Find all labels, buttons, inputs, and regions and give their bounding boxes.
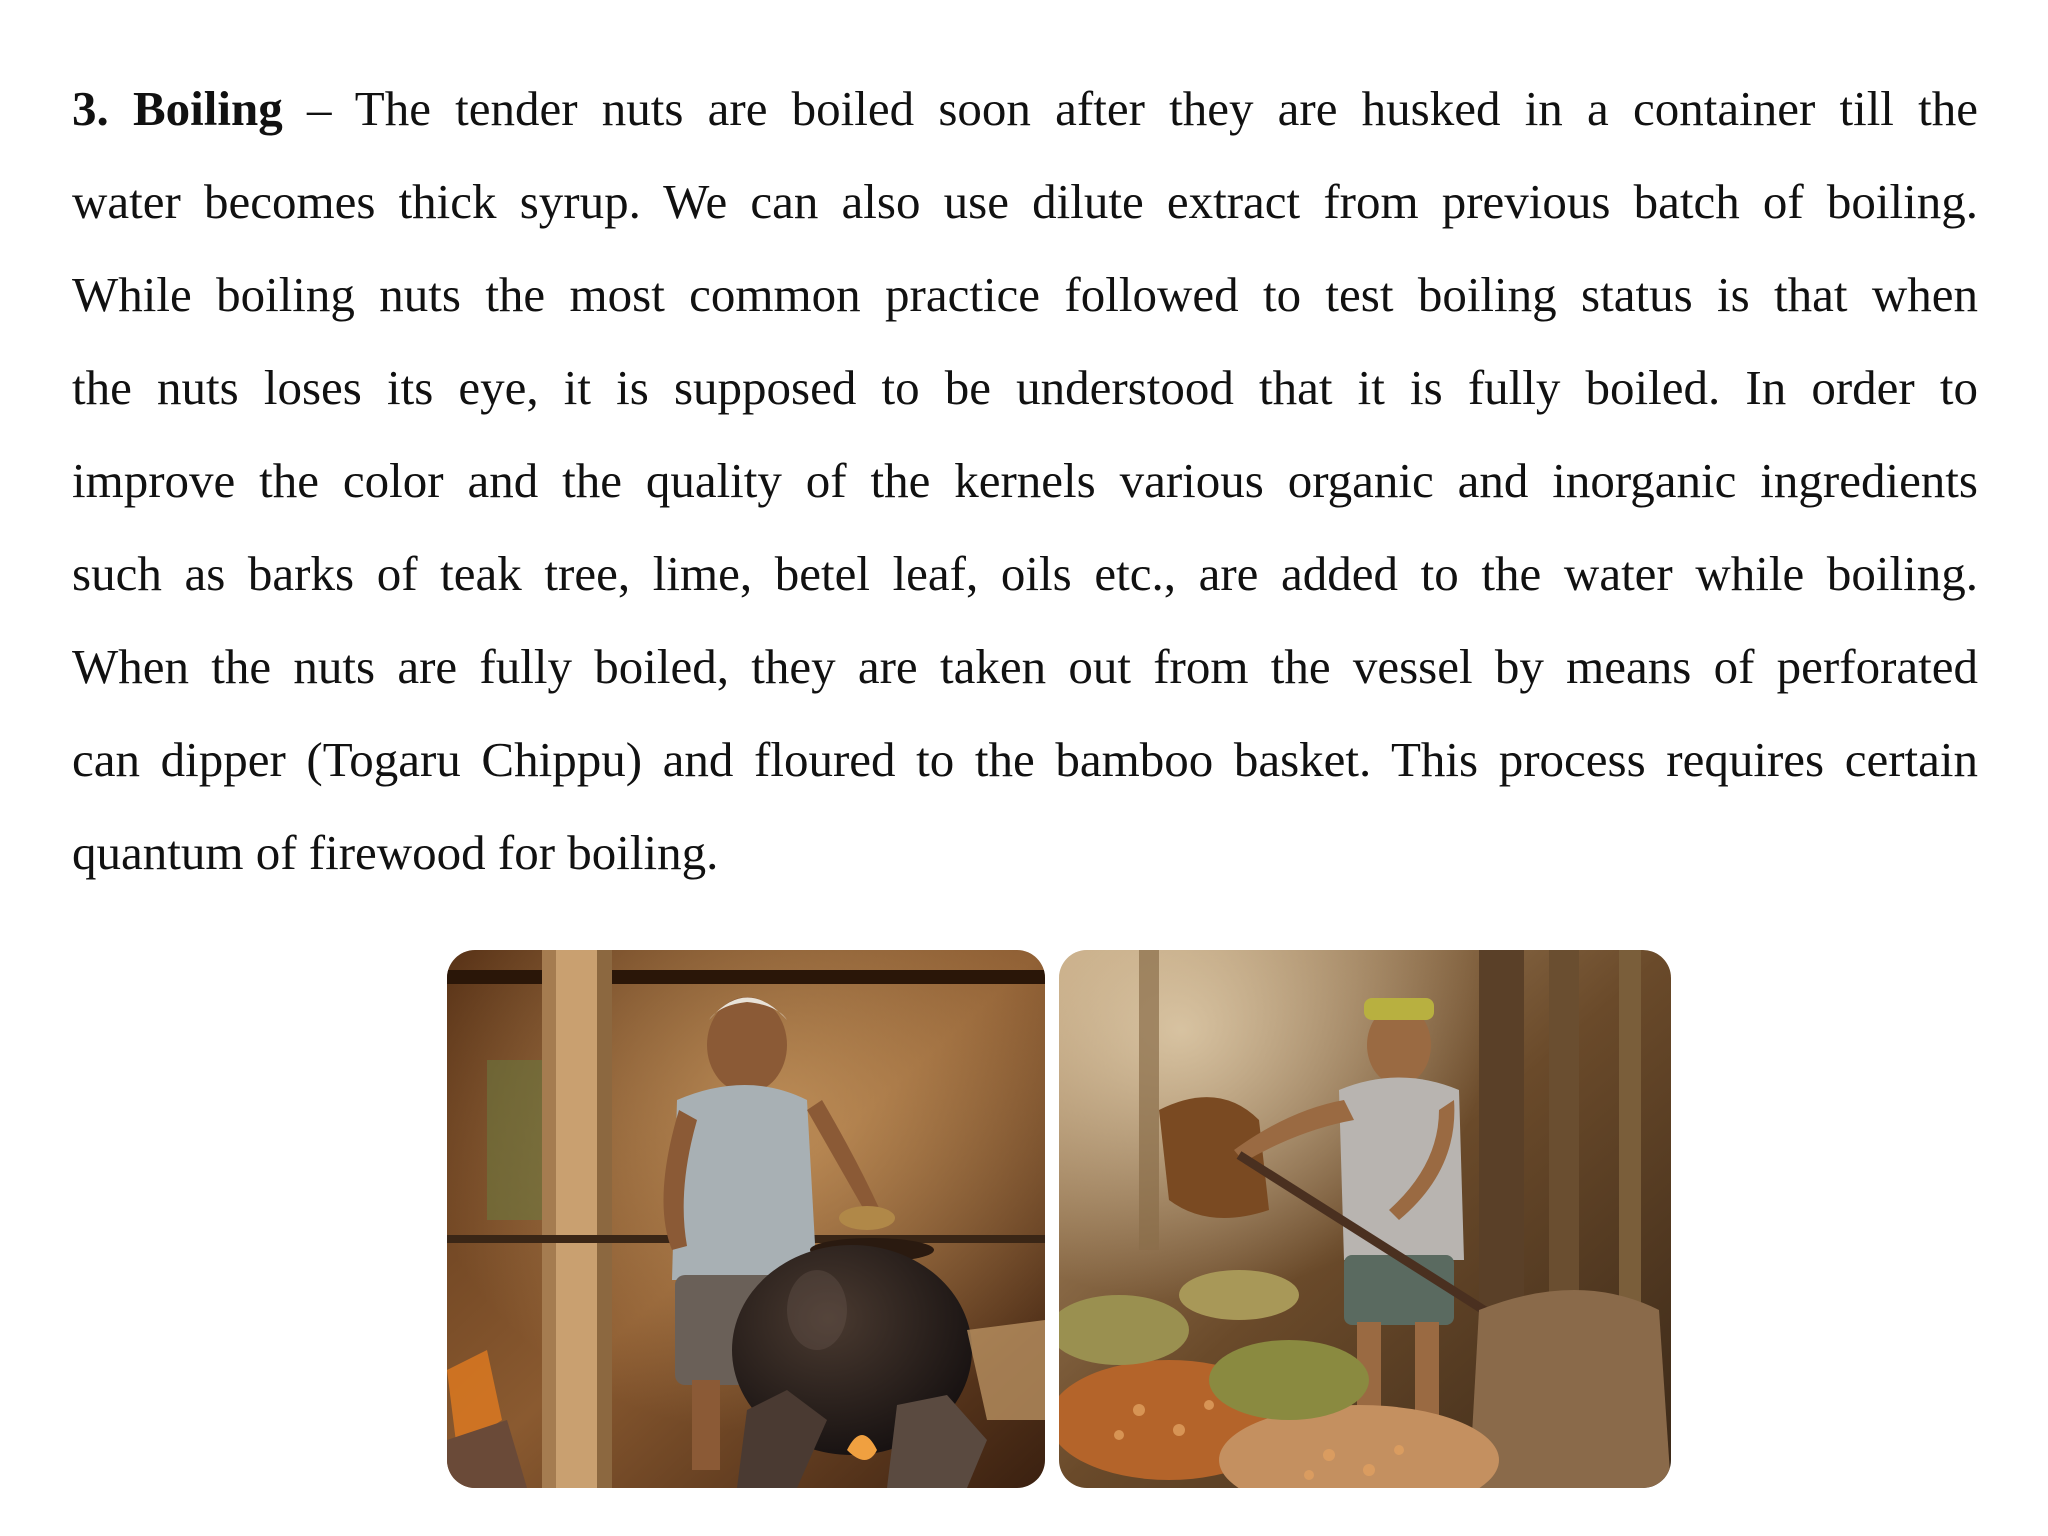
photo-man-stirring-nuts-icon <box>1059 950 1671 1488</box>
paragraph-line-8: can dipper (Togaru Chippu) and floured to the bamboo basket. This process requires certain <box>72 732 1978 787</box>
paragraph-line-3: While boiling nuts the most common practice followed to test boiling status is that when <box>72 267 1978 322</box>
photo-man-boiling-vessel-icon <box>447 950 1045 1488</box>
boiling-paragraph <box>72 62 1978 899</box>
line-1-text: – The tender nuts are boiled soon after they are husked in a container till the <box>282 81 1978 136</box>
paragraph-line-9: quantum of firewood for boiling. <box>72 825 719 880</box>
section-heading: 3. Boiling <box>72 81 283 136</box>
paragraph-line-7: When the nuts are fully boiled, they are taken out from the vessel by means of perforated <box>72 639 1978 694</box>
paragraph-line-5: improve the color and the quality of the kernels various organic and inorganic ingredients <box>72 453 1978 508</box>
paragraph-line-1 <box>72 62 1978 155</box>
paragraph-line-4: the nuts loses its eye, it is supposed to be understood that it is fully boiled. In order to <box>72 360 1978 415</box>
paragraph-line-2: water becomes thick syrup. We can also use dilute extract from previous batch of boiling. <box>72 174 1978 229</box>
paragraph-line-6: such as barks of teak tree, lime, betel leaf, oils etc., are added to the water while boiling. <box>72 546 1978 601</box>
